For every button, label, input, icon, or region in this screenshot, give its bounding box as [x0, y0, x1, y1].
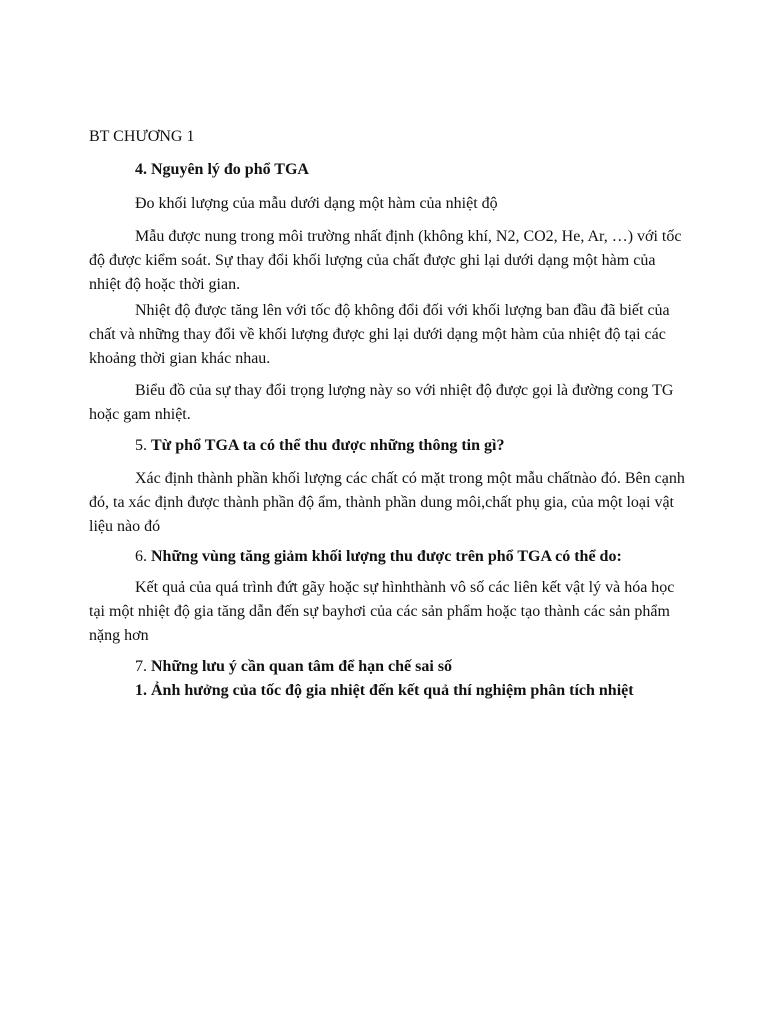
section-5-title: Từ phổ TGA ta có thể thu được những thông tin gì? [151, 437, 505, 454]
section-6-para-1: Kết quả của quá trình đứt gãy hoặc sự hìnhthành vô số các liên kết vật lý và hóa học tại một nhiệt độ gia tăng dẫn đến sự bayhơi của các sản phẩm hoặc tạo thành các sản phẩm nặng hơn [89, 579, 675, 644]
section-4-para-4: Biểu đồ của sự thay đổi trọng lượng này so với nhiệt độ được gọi là đường cong TG hoặc gam nhiệt. [89, 382, 674, 423]
section-5-number: 5. [135, 437, 151, 454]
section-4-para-3: Nhiệt độ được tăng lên với tốc độ không đổi đối với khối lượng ban đầu đã biết của chất và những thay đổi về khối lượng được ghi lại dưới dạng một hàm của nhiệt độ tại các khoảng thời gian khác nhau. [89, 302, 670, 367]
section-4-para-1: Đo khối lượng của mẫu dưới dạng một hàm của nhiệt độ [135, 195, 498, 212]
section-7-title: Những lưu ý cần quan tâm để hạn chế sai số [151, 658, 453, 675]
section-5-heading [89, 434, 689, 458]
section-7-sub-1: 1. Ảnh hưởng của tốc độ gia nhiệt đến kết quả thí nghiệm phân tích nhiệt [135, 682, 634, 699]
section-4-heading: 4. Nguyên lý đo phổ TGA [135, 161, 309, 178]
section-7-heading [89, 655, 689, 679]
section-6-heading [89, 545, 689, 569]
section-7-number: 7. [135, 658, 151, 675]
section-6-title: Những vùng tăng giảm khối lượng thu được trên phổ TGA có thể do: [151, 548, 622, 565]
doc-title: BT CHƯƠNG 1 [89, 128, 195, 145]
section-5-para-1: Xác định thành phần khối lượng các chất có mặt trong một mẫu chấtnào đó. Bên cạnh đó, ta xác định được thành phần độ ẩm, thành phần dung môi,chất phụ gia, của một loại vật liệu nào đó [89, 470, 685, 535]
section-4-para-2: Mẫu được nung trong môi trường nhất định (không khí, N2, CO2, He, Ar, …) với tốc độ được kiểm soát. Sự thay đổi khối lượng của chất được ghi lại dưới dạng một hàm của nhiệt độ hoặc thời gian. [89, 228, 682, 293]
section-6-number: 6. [135, 548, 151, 565]
